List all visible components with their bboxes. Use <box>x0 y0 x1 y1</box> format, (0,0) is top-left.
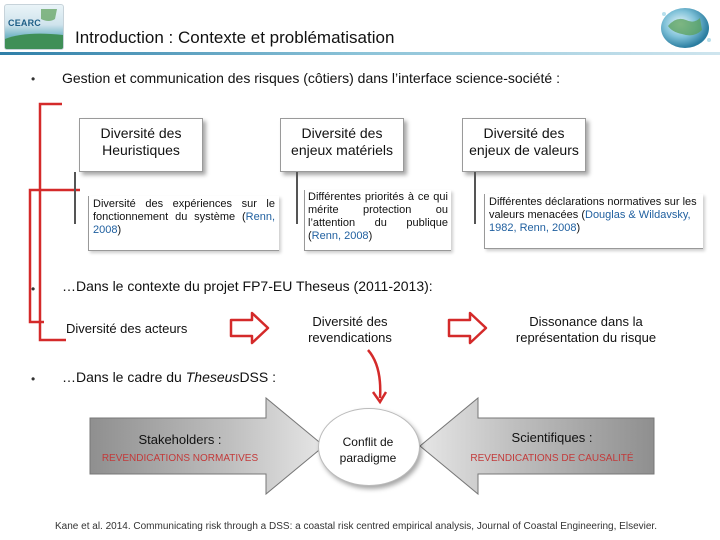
flow-dissonance-line-1: Dissonance dans la <box>529 314 643 329</box>
flow-actors: Diversité des acteurs <box>66 321 188 336</box>
detail-end: ) <box>576 222 581 234</box>
connector-line <box>296 172 298 224</box>
flow-claims <box>290 314 410 346</box>
citation: Renn, 2008 <box>311 230 369 242</box>
flow-claims-line-2: revendications <box>308 330 392 345</box>
footer-citation: Kane et al. 2014. Communicating risk through a DSS: a coastal risk centred empirical analysis, Journal of Coastal Engineering, Elsevier. <box>55 521 657 532</box>
box-line-1: Diversité des <box>483 125 565 141</box>
scientists-sub: REVENDICATIONS DE CAUSALITÉ <box>470 453 634 464</box>
box-line-1: Diversité des <box>301 125 383 141</box>
cearc-logo <box>4 4 64 50</box>
conflict-label <box>318 434 418 466</box>
connector-line <box>474 172 476 224</box>
diversity-value-stakes-box <box>462 118 586 172</box>
page-title: Introduction : Contexte et problématisation <box>75 28 395 47</box>
citation: Renn, 2008 <box>93 211 275 236</box>
bullet-3-text <box>62 369 276 385</box>
cearc-logo-text: CEARC <box>8 18 42 28</box>
title-underline <box>0 52 720 55</box>
detail-end: ) <box>117 224 122 236</box>
box-line-2: enjeux de valeurs <box>469 142 579 158</box>
diversity-material-stakes-box <box>280 118 404 172</box>
red-connector-arrow <box>360 346 390 406</box>
detail-text: Différentes priorités à ce qui mérite protection ou l’attention du publique ( <box>308 191 448 242</box>
bullet-1-text: Gestion et communication des risques (côtiers) dans l’interface science-société : <box>62 70 560 86</box>
conflict-line-2: paradigme <box>339 451 397 465</box>
bullet-dot: • <box>31 72 36 86</box>
box-line-2: enjeux matériels <box>291 142 393 158</box>
detail-material <box>304 190 451 251</box>
bullet-3-italic: Theseus <box>185 369 240 385</box>
bullet-3-prefix: …Dans le cadre du <box>62 369 186 385</box>
detail-end: ) <box>368 230 373 242</box>
flow-dissonance <box>496 314 676 346</box>
flow-dissonance-line-2: représentation du risque <box>515 330 657 345</box>
stakeholders-title: Stakeholders : <box>138 432 222 447</box>
scientists-title: Scientifiques : <box>511 430 593 445</box>
detail-text: Différentes déclarations normatives sur les valeurs menacées ( <box>489 196 697 221</box>
scientists-label <box>452 430 652 464</box>
box-line-2: Heuristiques <box>102 142 180 158</box>
stakeholders-label <box>100 432 260 464</box>
detail-values <box>484 194 703 249</box>
detail-heuristics <box>88 196 279 251</box>
stakeholders-sub: REVENDICATIONS NORMATIVES <box>101 453 259 464</box>
red-arrow <box>446 310 490 346</box>
flow-claims-line-1: Diversité des <box>312 314 388 329</box>
red-arrow <box>228 310 272 346</box>
bullet-2-text: …Dans le contexte du projet FP7-EU Theseus (2011-2013): <box>62 278 433 294</box>
cearc-logo-graphic <box>5 5 63 49</box>
citation: Douglas & Wildavsky, 1982, Renn, 2008 <box>489 209 691 234</box>
detail-text: Diversité des expériences sur le fonctionnement du système ( <box>93 198 275 223</box>
box-line-1: Diversité des <box>100 125 182 141</box>
conflict-line-1: Conflit de <box>342 435 394 449</box>
bullet-dot: • <box>31 372 36 386</box>
connector-line <box>74 172 76 224</box>
bullet-dot: • <box>31 282 36 296</box>
globe-logo <box>654 4 716 50</box>
diversity-heuristics-box <box>79 118 203 172</box>
bullet-3-suffix: DSS : <box>239 369 277 385</box>
